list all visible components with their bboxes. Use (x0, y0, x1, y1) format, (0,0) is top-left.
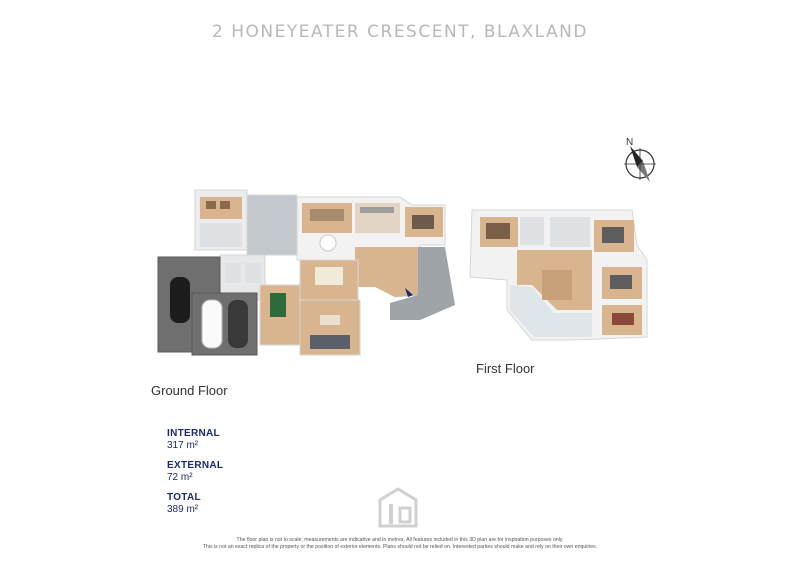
pergola-paving (247, 195, 297, 255)
internal-area-value: 317 m² (167, 440, 199, 451)
disclaimer-line-1: The floor plan is not to scale; measurements are indicative and in metres. All features included in this 3D plan are for inspiration purposes only. (236, 537, 564, 543)
car-2 (202, 300, 222, 348)
ground-floor-label: Ground Floor (151, 383, 228, 398)
total-area (167, 492, 201, 516)
compass-icon (612, 132, 664, 184)
car-1 (170, 277, 190, 323)
brand-logo-icon (376, 486, 420, 528)
internal-area-label: INTERNAL (167, 428, 220, 439)
car-3 (228, 300, 248, 348)
first-floor-plan (462, 205, 657, 355)
external-area-label: EXTERNAL (167, 460, 224, 471)
internal-area (167, 428, 220, 452)
ensuite (520, 217, 544, 245)
compass-north-label: N (626, 137, 634, 148)
external-area-value: 72 m² (167, 472, 193, 483)
external-area (167, 460, 223, 484)
bathroom (550, 217, 590, 247)
page-title: 2 HONEYEATER CRESCENT, BLAXLAND (212, 22, 588, 42)
stairs (542, 270, 572, 300)
total-area-value: 389 m² (167, 504, 199, 515)
ground-floor-plan (150, 185, 455, 370)
total-area-label: TOTAL (167, 492, 201, 503)
first-floor-label: First Floor (476, 361, 535, 376)
disclaimer (0, 537, 800, 551)
disclaimer-line-2: This is not an exact replica of the property or the position of exterior elements. Plans should not be relied on. Interested parties should make and rely on their own enquiries. (202, 544, 598, 550)
